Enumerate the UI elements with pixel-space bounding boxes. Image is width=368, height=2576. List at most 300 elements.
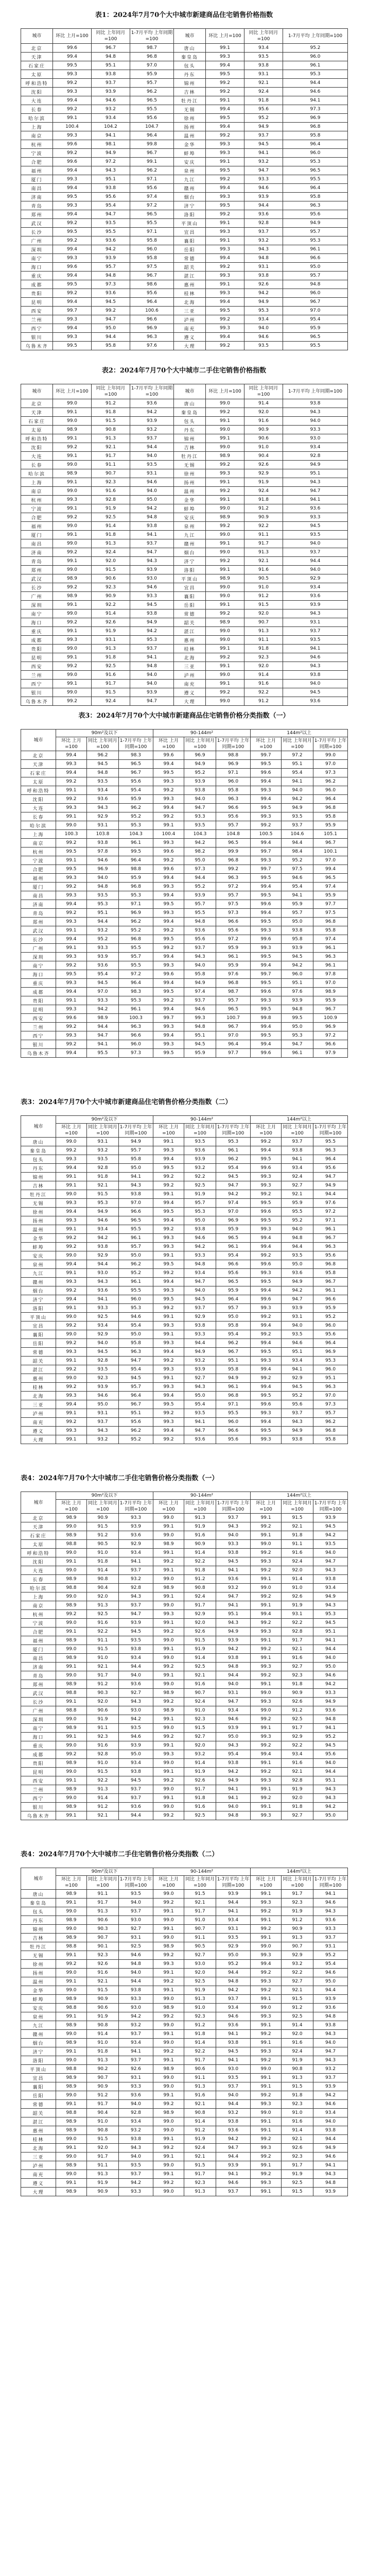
table-row bbox=[21, 1234, 348, 1243]
index-value-cell: 96.9 bbox=[130, 324, 174, 333]
city-name-cell: 湛江 bbox=[174, 272, 206, 280]
index-value-cell: 98.8 bbox=[56, 2109, 87, 2117]
city-name-cell: 岳阳 bbox=[21, 2091, 56, 2100]
index-value-cell: 94.0 bbox=[313, 1549, 348, 1557]
index-value-cell: 91.4 bbox=[244, 399, 283, 408]
table-row bbox=[21, 487, 348, 496]
city-name-cell: 哈尔滨 bbox=[21, 1584, 56, 1592]
index-value-cell: 99.4 bbox=[53, 53, 92, 61]
table-row bbox=[21, 1759, 348, 1768]
index-value-cell: 93.9 bbox=[216, 1890, 251, 1899]
index-value-cell: 91.4 bbox=[282, 1575, 313, 1584]
index-value-cell: 95.6 bbox=[283, 210, 348, 219]
city-name-cell: 杭州 bbox=[21, 848, 56, 856]
index-value-cell: 94.4 bbox=[216, 1671, 251, 1680]
index-value-cell: 99.2 bbox=[53, 697, 92, 706]
index-value-cell: 93.9 bbox=[92, 254, 130, 263]
city-name-cell: 遵义 bbox=[174, 688, 206, 697]
index-value-cell: 99.0 bbox=[153, 1531, 184, 1540]
index-value-cell: 99.4 bbox=[251, 795, 282, 804]
city-name-cell: 南昌 bbox=[21, 1654, 56, 1663]
index-value-cell: 96.7 bbox=[92, 44, 130, 53]
index-value-cell: 93.4 bbox=[216, 1706, 251, 1715]
index-value-cell: 99.4 bbox=[153, 918, 184, 926]
index-value-cell: 99.0 bbox=[206, 504, 244, 513]
index-value-cell: 95.6 bbox=[244, 105, 283, 114]
table-row bbox=[21, 1173, 348, 1181]
index-value-cell: 94.1 bbox=[313, 1724, 348, 1733]
index-value-cell: 93.3 bbox=[130, 592, 174, 601]
index-value-cell: 92.3 bbox=[244, 653, 283, 662]
index-value-cell: 97.4 bbox=[216, 1199, 251, 1208]
index-value-cell: 104.7 bbox=[130, 123, 174, 131]
table-row bbox=[21, 272, 348, 280]
index-value-cell: 93.8 bbox=[283, 671, 348, 680]
index-value-cell: 96.0 bbox=[216, 777, 251, 786]
index-value-cell: 93.8 bbox=[119, 1190, 153, 1199]
index-value-cell: 97.5 bbox=[313, 909, 348, 918]
table-row bbox=[21, 1138, 348, 1146]
table-row bbox=[21, 1733, 348, 1741]
index-value-cell: 99.0 bbox=[56, 1619, 87, 1628]
index-value-cell: 104.3 bbox=[184, 830, 216, 839]
index-value-cell: 96.8 bbox=[119, 935, 153, 944]
city-name-cell: 金华 bbox=[21, 1234, 56, 1243]
index-value-cell: 99.3 bbox=[56, 1155, 87, 1164]
index-value-cell: 93.6 bbox=[313, 1706, 348, 1715]
index-value-cell: 99.2 bbox=[206, 408, 244, 417]
index-value-cell: 91.7 bbox=[87, 2153, 119, 2161]
index-value-cell: 96.6 bbox=[216, 918, 251, 926]
city-name-cell: 宜昌 bbox=[174, 583, 206, 592]
index-value-cell: 91.5 bbox=[184, 2161, 216, 2170]
index-value-cell: 95.4 bbox=[313, 1960, 348, 1969]
subcolumn-header: 同比 上年同月=100 bbox=[87, 737, 119, 751]
city-name-cell: 惠州 bbox=[21, 1374, 56, 1383]
index-value-cell: 99.5 bbox=[251, 1155, 282, 1164]
index-value-cell: 96.4 bbox=[313, 795, 348, 804]
index-value-cell: 94.3 bbox=[87, 1278, 119, 1286]
index-value-cell: 99.0 bbox=[53, 609, 92, 618]
index-value-cell: 98.8 bbox=[56, 1584, 87, 1592]
index-value-cell: 94.2 bbox=[119, 2012, 153, 2021]
index-value-cell: 94.6 bbox=[216, 2012, 251, 2021]
index-value-cell: 96.2 bbox=[119, 804, 153, 812]
index-value-cell: 91.9 bbox=[282, 1785, 313, 1794]
index-value-cell: 92.0 bbox=[282, 2030, 313, 2039]
subcolumn-header: 环比 上月=100 bbox=[56, 737, 87, 751]
subcolumn-header: 环比 上月=100 bbox=[251, 1124, 282, 1138]
index-value-cell: 92.0 bbox=[244, 662, 283, 671]
index-value-cell: 96.5 bbox=[130, 210, 174, 219]
index-value-cell: 96.3 bbox=[313, 1383, 348, 1392]
index-value-cell: 93.6 bbox=[216, 2021, 251, 2030]
index-value-cell: 99.8 bbox=[130, 140, 174, 149]
index-value-cell: 100.9 bbox=[313, 1014, 348, 1023]
index-value-cell: 99.2 bbox=[251, 1330, 282, 1339]
table-row bbox=[21, 53, 348, 61]
index-value-cell: 94.6 bbox=[119, 1733, 153, 1741]
index-value-cell: 99.1 bbox=[56, 926, 87, 935]
index-value-cell: 93.8 bbox=[244, 61, 283, 70]
index-value-cell: 94.8 bbox=[184, 1260, 216, 1269]
index-value-cell: 94.7 bbox=[282, 1295, 313, 1304]
index-value-cell: 99.2 bbox=[206, 522, 244, 531]
city-name-cell: 惠州 bbox=[21, 2126, 56, 2135]
table-row bbox=[21, 548, 348, 557]
index-value-cell: 99.4 bbox=[153, 1278, 184, 1286]
index-value-cell: 91.2 bbox=[282, 1916, 313, 1925]
index-value-cell: 96.2 bbox=[130, 88, 174, 96]
index-value-cell: 99.2 bbox=[53, 443, 92, 452]
index-value-cell: 97.2 bbox=[119, 970, 153, 979]
index-value-cell: 99.3 bbox=[251, 1304, 282, 1313]
index-value-cell: 94.6 bbox=[283, 653, 348, 662]
city-column-header: 城市 bbox=[21, 1116, 56, 1138]
index-value-cell: 93.5 bbox=[119, 1636, 153, 1645]
city-column-header: 城市 bbox=[21, 1492, 56, 1514]
index-value-cell: 99.1 bbox=[56, 1304, 87, 1313]
index-value-cell: 95.3 bbox=[283, 158, 348, 166]
table-row bbox=[21, 970, 348, 979]
index-value-cell: 91.1 bbox=[184, 2074, 216, 2082]
index-value-cell: 91.6 bbox=[184, 1680, 216, 1689]
table-row bbox=[21, 452, 348, 461]
index-value-cell: 91.5 bbox=[184, 1890, 216, 1899]
index-value-cell: 93.4 bbox=[119, 1654, 153, 1663]
index-value-cell: 96.0 bbox=[283, 149, 348, 158]
index-value-cell: 99.4 bbox=[251, 1023, 282, 1031]
index-value-cell: 99.3 bbox=[251, 1776, 282, 1785]
city-name-cell: 石家庄 bbox=[21, 769, 56, 777]
table-row bbox=[21, 601, 348, 609]
index-value-cell: 93.4 bbox=[119, 1549, 153, 1557]
index-value-cell: 93.7 bbox=[216, 2082, 251, 2091]
table-row bbox=[21, 1645, 348, 1654]
index-value-cell: 99.5 bbox=[153, 935, 184, 944]
index-value-cell: 93.2 bbox=[244, 236, 283, 245]
index-value-cell: 99.0 bbox=[153, 1724, 184, 1733]
index-value-cell: 93.9 bbox=[216, 1724, 251, 1733]
index-value-cell: 97.0 bbox=[87, 988, 119, 996]
city-name-cell: 丹东 bbox=[174, 426, 206, 434]
table-row bbox=[21, 1031, 348, 1040]
index-value-cell: 94.2 bbox=[216, 1645, 251, 1654]
index-value-cell: 99.2 bbox=[251, 1907, 282, 1916]
index-value-cell: 94.1 bbox=[119, 1557, 153, 1566]
index-value-cell: 99.2 bbox=[56, 1234, 87, 1243]
city-name-cell: 福州 bbox=[21, 522, 53, 531]
index-value-cell: 94.5 bbox=[282, 1383, 313, 1392]
index-value-cell: 99.3 bbox=[251, 1733, 282, 1741]
index-value-cell: 99.1 bbox=[56, 1776, 87, 1785]
index-value-cell: 94.3 bbox=[313, 1566, 348, 1575]
index-value-cell: 99.2 bbox=[153, 2047, 184, 2056]
city-name-cell: 温州 bbox=[21, 1977, 56, 1986]
index-value-cell: 99.3 bbox=[56, 1216, 87, 1225]
index-value-cell: 94.4 bbox=[92, 333, 130, 342]
index-value-cell: 93.8 bbox=[216, 1654, 251, 1663]
subcolumn-header: 1-7月平均 上年同期=100 bbox=[216, 1500, 251, 1514]
index-value-cell: 99.1 bbox=[153, 1549, 184, 1557]
table-row bbox=[21, 1049, 348, 1058]
index-value-cell: 92.0 bbox=[282, 1566, 313, 1575]
index-value-cell: 92.1 bbox=[244, 79, 283, 88]
index-value-cell: 94.2 bbox=[130, 408, 174, 417]
city-name-cell: 泉州 bbox=[21, 1260, 56, 1269]
subcolumn-header: 同比 上年同月=100 bbox=[184, 1500, 216, 1514]
index-value-cell: 94.5 bbox=[216, 2047, 251, 2056]
index-value-cell: 91.4 bbox=[282, 2126, 313, 2135]
index-value-cell: 91.2 bbox=[244, 697, 283, 706]
index-value-cell: 99.2 bbox=[206, 88, 244, 96]
index-value-cell: 91.0 bbox=[282, 1584, 313, 1592]
index-value-cell: 93.3 bbox=[184, 1330, 216, 1339]
index-value-cell: 93.7 bbox=[119, 2170, 153, 2179]
index-value-cell: 98.8 bbox=[56, 1706, 87, 1715]
index-value-cell: 94.1 bbox=[313, 2161, 348, 2170]
index-value-cell: 95.0 bbox=[313, 1663, 348, 1671]
city-name-cell: 石家庄 bbox=[21, 417, 53, 426]
index-value-cell: 92.7 bbox=[282, 1181, 313, 1190]
index-value-cell: 94.1 bbox=[216, 1907, 251, 1916]
index-value-cell: 99.1 bbox=[53, 434, 92, 443]
city-name-cell: 扬州 bbox=[174, 123, 206, 131]
table-row bbox=[21, 1321, 348, 1330]
index-value-cell: 94.7 bbox=[216, 1592, 251, 1601]
index-value-cell: 96.1 bbox=[119, 1278, 153, 1286]
index-value-cell: 98.8 bbox=[56, 1689, 87, 1698]
index-value-cell: 93.2 bbox=[119, 1575, 153, 1584]
index-value-cell: 94.0 bbox=[282, 786, 313, 795]
index-value-cell: 99.3 bbox=[206, 140, 244, 149]
index-value-cell: 99.3 bbox=[251, 1435, 282, 1444]
index-value-cell: 95.1 bbox=[216, 1357, 251, 1365]
table-row bbox=[21, 1680, 348, 1689]
city-name-cell: 赣州 bbox=[21, 1278, 56, 1286]
table-row bbox=[21, 1400, 348, 1409]
index-value-cell: 93.9 bbox=[313, 1995, 348, 2004]
index-value-cell: 95.6 bbox=[216, 1435, 251, 1444]
index-value-cell: 99.4 bbox=[251, 1321, 282, 1330]
index-value-cell: 93.5 bbox=[130, 461, 174, 469]
index-value-cell: 93.7 bbox=[282, 821, 313, 830]
index-value-cell: 98.9 bbox=[87, 1014, 119, 1023]
city-name-cell: 蚌埠 bbox=[174, 149, 206, 158]
index-value-cell: 99.5 bbox=[53, 61, 92, 70]
index-value-cell: 94.8 bbox=[244, 254, 283, 263]
subcolumn-header: 1-7月平均 上年同期=100 bbox=[313, 1876, 348, 1890]
index-value-cell: 93.6 bbox=[282, 1269, 313, 1278]
table-row bbox=[21, 1750, 348, 1759]
index-value-cell: 93.8 bbox=[313, 2021, 348, 2030]
city-name-cell: 上海 bbox=[21, 830, 56, 839]
index-value-cell: 91.9 bbox=[184, 1645, 216, 1654]
index-value-cell: 95.3 bbox=[87, 1199, 119, 1208]
index-value-cell: 97.4 bbox=[130, 193, 174, 201]
index-value-cell: 96.0 bbox=[216, 1418, 251, 1427]
index-value-cell: 94.6 bbox=[119, 1951, 153, 1960]
city-name-cell: 济宁 bbox=[21, 1295, 56, 1304]
index-value-cell: 99.1 bbox=[153, 1986, 184, 1995]
city-name-cell: 杭州 bbox=[21, 140, 53, 149]
table-4b-section bbox=[0, 1839, 368, 2576]
city-name-cell: 襄阳 bbox=[21, 2082, 56, 2091]
index-value-cell: 92.3 bbox=[87, 1951, 119, 1960]
index-value-cell: 94.0 bbox=[282, 1225, 313, 1234]
header-row bbox=[21, 29, 348, 44]
index-value-cell: 95.2 bbox=[313, 1733, 348, 1741]
table-row bbox=[21, 1785, 348, 1794]
index-value-cell: 95.9 bbox=[282, 1199, 313, 1208]
index-value-cell: 98.9 bbox=[56, 2021, 87, 2030]
city-name-cell: 太原 bbox=[21, 426, 53, 434]
index-value-cell: 96.6 bbox=[216, 1260, 251, 1269]
index-value-cell: 94.1 bbox=[282, 1155, 313, 1164]
city-name-cell: 太原 bbox=[21, 70, 53, 79]
index-value-cell: 93.3 bbox=[119, 1995, 153, 2004]
index-value-cell: 99.0 bbox=[153, 1601, 184, 1610]
index-value-cell: 93.7 bbox=[184, 1304, 216, 1313]
city-name-cell: 哈尔滨 bbox=[21, 821, 56, 830]
index-value-cell: 94.6 bbox=[313, 2100, 348, 2109]
index-value-cell: 99.6 bbox=[53, 158, 92, 166]
index-value-cell: 99.1 bbox=[206, 645, 244, 653]
index-value-cell: 99.1 bbox=[153, 1925, 184, 1934]
subcolumn-header: 环比 上月=100 bbox=[153, 737, 184, 751]
index-value-cell: 94.2 bbox=[130, 504, 174, 513]
index-value-cell: 99.1 bbox=[153, 2091, 184, 2100]
index-value-cell: 93.4 bbox=[283, 443, 348, 452]
index-value-cell: 91.4 bbox=[87, 2030, 119, 2039]
table-row bbox=[21, 522, 348, 531]
table-row bbox=[21, 539, 348, 548]
city-name-cell: 南京 bbox=[21, 1601, 56, 1610]
index-value-cell: 99.1 bbox=[56, 1899, 87, 1907]
index-value-cell: 92.7 bbox=[184, 1951, 216, 1960]
index-value-cell: 99.3 bbox=[153, 1418, 184, 1427]
city-name-cell: 泸州 bbox=[174, 671, 206, 680]
city-name-cell: 福州 bbox=[21, 874, 56, 883]
index-value-cell: 99.4 bbox=[153, 874, 184, 883]
index-value-cell: 94.2 bbox=[216, 2135, 251, 2144]
city-name-cell: 西安 bbox=[21, 1014, 56, 1023]
table-row bbox=[21, 201, 348, 210]
index-value-cell: 92.4 bbox=[282, 2047, 313, 2056]
city-name-cell: 常德 bbox=[174, 609, 206, 618]
index-value-cell: 98.8 bbox=[56, 1942, 87, 1951]
index-value-cell: 94.3 bbox=[283, 662, 348, 671]
index-value-cell: 96.7 bbox=[313, 839, 348, 848]
city-name-cell: 济南 bbox=[21, 193, 53, 201]
index-value-cell: 92.3 bbox=[282, 2153, 313, 2161]
index-value-cell: 99.2 bbox=[56, 961, 87, 970]
index-value-cell: 99.1 bbox=[251, 1531, 282, 1540]
index-value-cell: 96.0 bbox=[119, 1295, 153, 1304]
city-name-cell: 石家庄 bbox=[21, 61, 53, 70]
index-value-cell: 92.0 bbox=[87, 1592, 119, 1601]
index-value-cell: 99.0 bbox=[153, 1785, 184, 1794]
city-name-cell: 锦州 bbox=[21, 1173, 56, 1181]
index-value-cell: 93.3 bbox=[119, 2188, 153, 2196]
city-name-cell: 太原 bbox=[21, 1540, 56, 1549]
table-row bbox=[21, 1557, 348, 1566]
index-value-cell: 91.3 bbox=[184, 1514, 216, 1522]
index-value-cell: 99.0 bbox=[153, 2021, 184, 2030]
table-row bbox=[21, 1251, 348, 1260]
index-value-cell: 93.7 bbox=[283, 627, 348, 636]
index-value-cell: 99.3 bbox=[251, 1628, 282, 1636]
index-value-cell: 91.8 bbox=[184, 2030, 216, 2039]
city-name-cell: 呼和浩特 bbox=[21, 786, 56, 795]
index-value-cell: 91.3 bbox=[92, 434, 130, 443]
index-value-cell: 90.9 bbox=[244, 426, 283, 434]
index-value-cell: 99.3 bbox=[53, 70, 92, 79]
table-row bbox=[21, 2021, 348, 2030]
city-name-cell: 襄阳 bbox=[21, 1330, 56, 1339]
index-value-cell: 99.5 bbox=[153, 1164, 184, 1173]
city-name-cell: 长春 bbox=[21, 812, 56, 821]
city-name-cell: 唐山 bbox=[21, 1890, 56, 1899]
index-value-cell: 94.9 bbox=[244, 123, 283, 131]
index-value-cell: 94.3 bbox=[87, 1427, 119, 1435]
index-value-cell: 97.0 bbox=[313, 979, 348, 988]
index-value-cell: 93.8 bbox=[130, 522, 174, 531]
index-value-cell: 93.9 bbox=[130, 417, 174, 426]
city-name-cell: 烟台 bbox=[174, 193, 206, 201]
index-value-cell: 97.3 bbox=[313, 769, 348, 777]
index-value-cell: 99.2 bbox=[206, 342, 244, 350]
index-value-cell: 91.8 bbox=[92, 653, 130, 662]
city-name-cell: 宜昌 bbox=[21, 1321, 56, 1330]
index-value-cell: 104.6 bbox=[282, 830, 313, 839]
table-row bbox=[21, 1374, 348, 1383]
table-row bbox=[21, 662, 348, 671]
city-name-cell: 西安 bbox=[21, 1776, 56, 1785]
index-value-cell: 99.1 bbox=[56, 1225, 87, 1234]
index-value-cell: 98.9 bbox=[206, 513, 244, 522]
index-value-cell: 99.3 bbox=[153, 795, 184, 804]
index-value-cell: 93.5 bbox=[119, 2161, 153, 2170]
city-name-cell: 吉林 bbox=[174, 88, 206, 96]
city-name-cell: 济南 bbox=[21, 1663, 56, 1671]
index-value-cell: 99.1 bbox=[251, 1514, 282, 1522]
index-value-cell: 91.0 bbox=[282, 2109, 313, 2117]
city-name-cell: 银川 bbox=[21, 688, 53, 697]
index-value-cell: 94.4 bbox=[119, 1663, 153, 1671]
table-row bbox=[21, 158, 348, 166]
index-value-cell: 99.3 bbox=[153, 1750, 184, 1759]
index-value-cell: 97.2 bbox=[313, 1208, 348, 1216]
table-row bbox=[21, 1977, 348, 1986]
index-value-cell: 92.7 bbox=[184, 1374, 216, 1383]
index-value-cell: 99.2 bbox=[251, 1925, 282, 1934]
index-value-cell: 99.0 bbox=[56, 2030, 87, 2039]
city-name-cell: 襄阳 bbox=[174, 592, 206, 601]
index-value-cell: 92.3 bbox=[87, 1374, 119, 1383]
table-row bbox=[21, 1155, 348, 1164]
city-name-cell: 武汉 bbox=[21, 574, 53, 583]
index-value-cell: 94.0 bbox=[130, 671, 174, 680]
index-value-cell: 98.9 bbox=[153, 2065, 184, 2074]
index-value-cell: 97.2 bbox=[216, 883, 251, 891]
index-value-cell: 99.7 bbox=[251, 865, 282, 874]
index-value-cell: 96.1 bbox=[119, 1234, 153, 1243]
index-value-cell: 96.7 bbox=[119, 1400, 153, 1409]
index-value-cell: 95.8 bbox=[282, 935, 313, 944]
index-value-cell: 93.5 bbox=[244, 53, 283, 61]
index-value-cell: 99.3 bbox=[153, 1286, 184, 1295]
